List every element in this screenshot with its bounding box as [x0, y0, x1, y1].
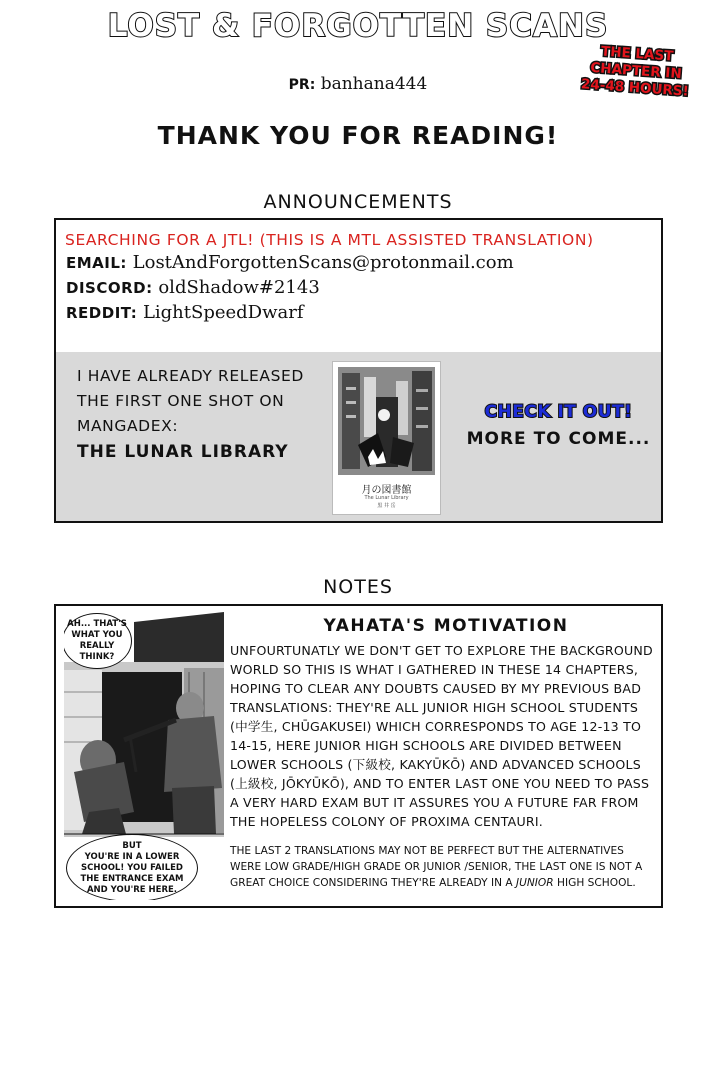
bubble-bottom-line-5: AND YOU'RE HERE. — [86, 884, 178, 895]
pr-name: banhana444 — [320, 74, 428, 94]
more-to-come-text: MORE TO COME... — [466, 429, 651, 449]
email-value[interactable]: LostAndForgottenScans@protonmail.com — [132, 252, 514, 273]
bubble-bottom-line-3: SCHOOL! YOU FAILED — [81, 862, 183, 873]
notes-heading: NOTES — [323, 576, 393, 598]
notes-title: YAHATA'S MOTIVATION — [323, 616, 569, 636]
discord-label: DISCORD: — [66, 279, 153, 297]
pr-label: PR: — [288, 77, 316, 93]
notes-body — [230, 641, 658, 831]
cover-art-icon — [338, 367, 435, 475]
email-label: EMAIL: — [66, 254, 127, 272]
cover-author: 黒 井 岳 — [377, 503, 396, 509]
speech-bubble-bottom — [66, 834, 198, 900]
announcements-box — [54, 218, 663, 523]
scanlator-title: LOST & FORGOTTEN SCANS — [107, 8, 609, 44]
cover-subtitle: The Lunar Library — [364, 495, 409, 501]
bubble-top-line-4: THINK? — [79, 652, 115, 662]
email-contact — [66, 251, 514, 275]
discord-value: oldShadow#2143 — [158, 277, 320, 298]
bubble-bottom-line-2: YOU'RE IN A LOWER — [84, 851, 180, 862]
notes-box — [54, 604, 663, 908]
notes-body-paragraph: UNFOURTUNATLY WE DON'T GET TO EXPLORE THE BACKGROUND WORLD SO THIS IS WHAT I GATHERED IN THESE 14 CHAPTERS, HOPING TO CLEAR ANY DOUBTS CAUSED BY MY PREVIOUS BAD TRANSLATIONS: THEY'RE ALL JUNIOR HIGH SCHOOL STUDENTS (中学生, CHŪGAKUSEI) WHICH CORRESPONDS TO AGE 12-13 TO 14-15, HERE JUNIOR HIGH SCHOOLS ARE DIVIDED BETWEEN LOWER SCHOOLS (下級校, KAKYŪKŌ) AND ADVANCED SCHOOLS (上級校, JŌKYŪKŌ), AND TO ENTER LAST ONE YOU NEED TO PASS A VERY HARD EXAM BUT IT ASSURES YOU A FUTURE FAR FROM THE HOPELESS COLONY OF PROXIMA CENTAURI. — [230, 643, 653, 829]
release-line-2: THE FIRST ONE SHOT ON — [77, 392, 285, 410]
bubble-top-line-1: AH... THAT'S — [67, 619, 127, 629]
badge-line-1: THE LAST — [600, 43, 674, 65]
announcements-heading: ANNOUNCEMENTS — [263, 191, 453, 213]
speech-bubble-top — [64, 613, 132, 669]
cover-title: 月の図書館 — [361, 485, 412, 496]
reddit-label: REDDIT: — [66, 304, 138, 322]
check-it-out-link[interactable]: CHECK IT OUT! — [484, 402, 633, 422]
release-line-1: I HAVE ALREADY RELEASED — [77, 367, 304, 385]
bubble-top-line-3: REALLY — [79, 641, 115, 651]
lunar-library-cover[interactable] — [332, 361, 441, 515]
manga-panel — [64, 612, 224, 900]
reddit-value: LightSpeedDwarf — [142, 302, 304, 323]
lunar-library-title[interactable]: THE LUNAR LIBRARY — [77, 442, 289, 462]
bubble-bottom-line-4: THE ENTRANCE EXAM — [80, 873, 184, 884]
badge-line-3: 24-48 HOURS! — [580, 76, 690, 100]
discord-contact — [66, 276, 320, 300]
footnote-text-before: THE LAST 2 TRANSLATIONS MAY NOT BE PERFECT BUT THE ALTERNATIVES WERE LOW GRADE/HIGH GRADE OR JUNIOR /SENIOR, THE LAST ONE IS NOT A GREAT CHOICE CONSIDERING THEY'RE ALREADY IN A — [230, 845, 643, 889]
bubble-top-line-2: WHAT YOU — [71, 630, 123, 640]
footnote-text-after: HIGH SCHOOL. — [557, 877, 636, 889]
jtl-search-notice: SEARCHING FOR A JTL! (THIS IS A MTL ASSISTED TRANSLATION) — [65, 231, 594, 249]
cover-illustration — [338, 367, 435, 475]
proofreader-credit — [0, 74, 716, 94]
bubble-bottom-line-1: BUT — [122, 840, 142, 851]
release-line-3: MANGADEX: — [77, 417, 179, 435]
thank-you-heading: THANK YOU FOR READING! — [157, 121, 559, 150]
reddit-contact — [66, 301, 304, 325]
release-panel — [56, 352, 661, 521]
notes-footnote — [230, 843, 658, 891]
badge-line-2: CHAPTER IN — [589, 59, 683, 83]
footnote-italic-word: JUNIOR — [516, 877, 554, 889]
